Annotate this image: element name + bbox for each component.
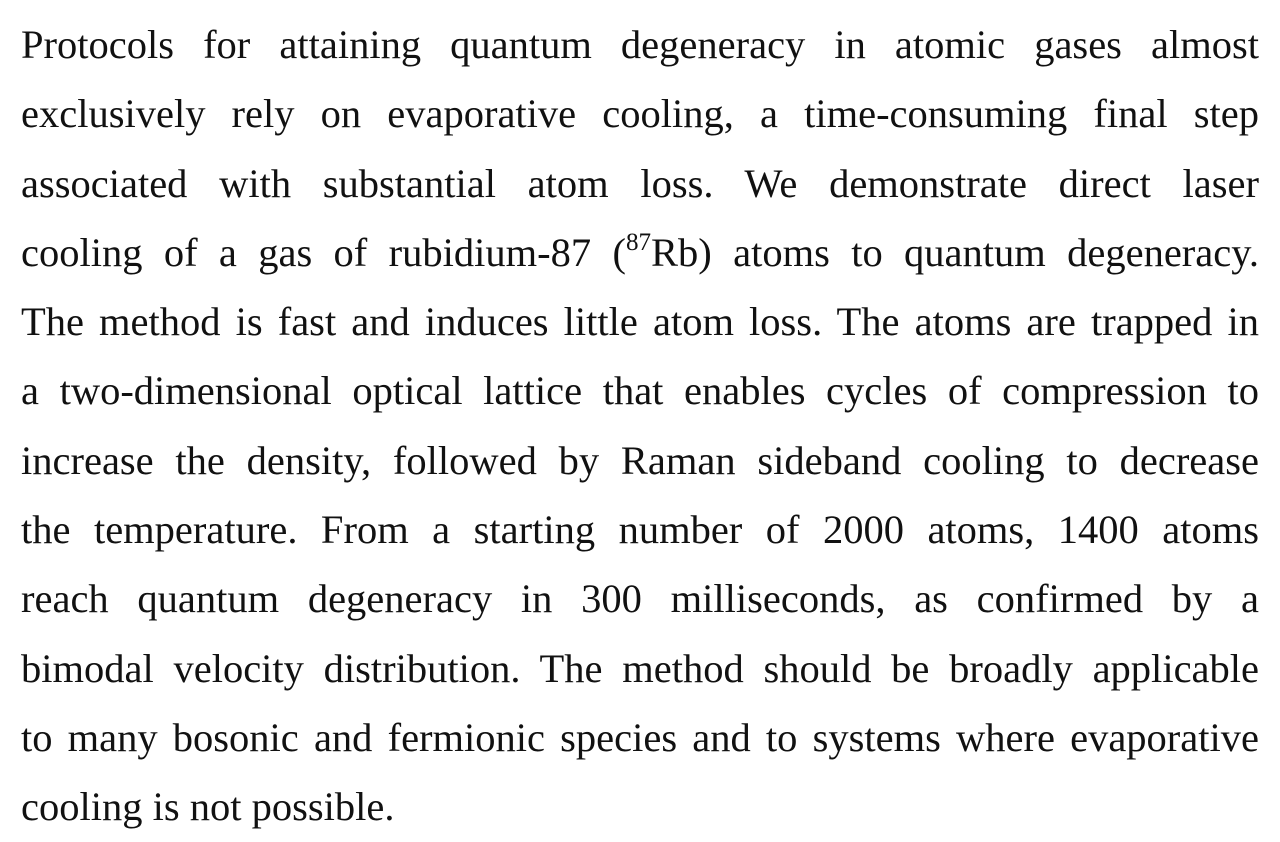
line-text-before-isotope: cooling of a gas of rubidium-87 (: [21, 229, 626, 275]
abstract-line: associated with substantial atom loss. We demonstrate direct laser: [21, 160, 1259, 206]
abstract-line: increase the density, followed by Raman sideband cooling to decrease: [21, 437, 1259, 483]
isotope-mass-number: 87: [625, 229, 652, 257]
abstract-line: the temperature. From a starting number of 2000 atoms, 1400 atoms: [21, 507, 1259, 553]
abstract-line: reach quantum degeneracy in 300 milliseconds, as confirmed by a: [21, 576, 1259, 622]
abstract-line: Protocols for attaining quantum degeneracy in atomic gases almost: [21, 22, 1259, 67]
abstract-line: to many bosonic and fermionic species and to systems where evaporative: [21, 714, 1259, 760]
abstract-line: [21, 218, 1259, 287]
abstract-line: bimodal velocity distribution. The method should be broadly applicable: [21, 645, 1259, 691]
line-text-after-isotope: Rb) atoms to quantum degeneracy.: [651, 229, 1259, 275]
abstract-line: exclusively rely on evaporative cooling, a time-consuming final step: [21, 91, 1259, 137]
abstract-line: The method is fast and induces little atom loss. The atoms are trapped in: [21, 299, 1259, 345]
abstract-paragraph: [21, 10, 1259, 842]
abstract-line: a two-dimensional optical lattice that enables cycles of compression to: [21, 368, 1259, 414]
abstract-line: cooling is not possible.: [21, 784, 395, 830]
